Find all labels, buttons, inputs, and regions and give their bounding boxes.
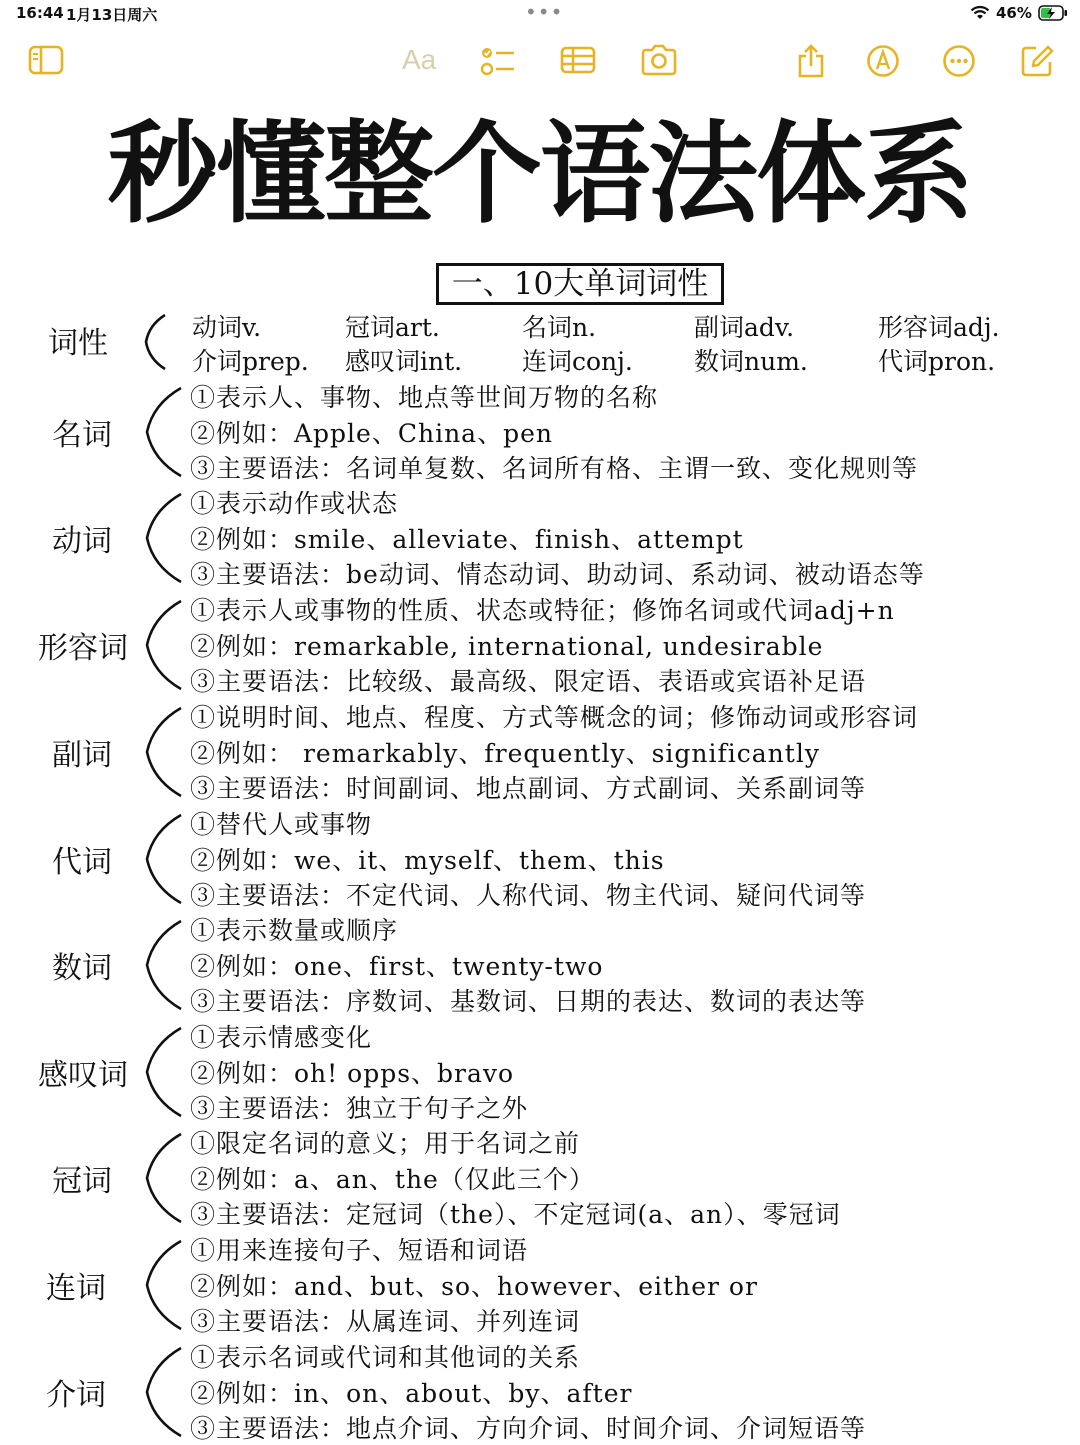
- note-line: ③主要语法：定冠词（the）、不定冠词(a、an）、零冠词: [190, 1200, 841, 1229]
- more-icon: [942, 44, 976, 78]
- category-label: 副词: [52, 738, 112, 773]
- status-date: 1月13日周六: [66, 6, 158, 24]
- note-line: ③主要语法：比较级、最高级、限定语、表语或宾语补足语: [190, 667, 867, 696]
- category-label: 代词: [52, 845, 112, 880]
- markup-button[interactable]: [866, 44, 900, 78]
- brace: [143, 492, 183, 584]
- part-of-speech-item: 副词adv.: [694, 313, 795, 342]
- note-line: ③主要语法：时间副词、地点副词、方式副词、关系副词等: [190, 774, 867, 803]
- brace: [143, 1346, 183, 1438]
- compose-button[interactable]: [1020, 44, 1054, 78]
- note-line: ①表示人或事物的性质、状态或特征；修饰名词或代词adj+n: [190, 596, 895, 625]
- note-line: ②例如：a、an、the（仅此三个）: [190, 1164, 595, 1194]
- battery-percent: 46%: [996, 4, 1032, 22]
- note-line: ③主要语法：序数词、基数词、日期的表达、数词的表达等: [190, 987, 867, 1016]
- table-icon: [560, 44, 596, 76]
- note-line: ①用来连接句子、短语和词语: [190, 1236, 529, 1265]
- brace: [143, 599, 183, 691]
- note-line: ①表示人、事物、地点等世间万物的名称: [190, 383, 659, 412]
- note-line: ②例如：oh! opps、bravo: [190, 1058, 515, 1088]
- note-line: ①表示动作或状态: [190, 489, 399, 518]
- camera-icon: [640, 44, 678, 76]
- note-line: ②例如：Apple、China、pen: [190, 418, 553, 448]
- category-label: 形容词: [38, 631, 128, 666]
- sidebar-icon: [28, 44, 64, 76]
- multitasking-dots-icon[interactable]: •••: [525, 0, 564, 24]
- part-of-speech-item: 冠词art.: [345, 313, 440, 342]
- note-line: ③主要语法：不定代词、人称代词、物主代词、疑问代词等: [190, 881, 867, 910]
- category-label: 名词: [52, 418, 112, 453]
- checklist-button[interactable]: [480, 44, 516, 78]
- compose-icon: [1020, 44, 1054, 78]
- table-button[interactable]: [560, 44, 596, 76]
- share-icon: [796, 44, 826, 78]
- format-text-button[interactable]: Aa: [402, 44, 437, 75]
- part-of-speech-item: 代词pron.: [878, 347, 996, 376]
- note-line: ①替代人或事物: [190, 810, 373, 839]
- checklist-icon: [480, 44, 516, 78]
- part-of-speech-item: 连词conj.: [522, 347, 633, 376]
- note-line: ②例如：and、but、so、however、either or: [190, 1271, 758, 1301]
- note-line: ②例如：one、first、twenty-two: [190, 951, 604, 981]
- brace: [143, 919, 183, 1011]
- markup-icon: [866, 44, 900, 78]
- category-label: 连词: [46, 1271, 106, 1306]
- brace: [143, 386, 183, 478]
- part-of-speech-item: 名词n.: [522, 313, 597, 342]
- note-line: ①限定名词的意义；用于名词之前: [190, 1129, 581, 1158]
- part-of-speech-item: 介词prep.: [192, 347, 309, 376]
- more-button[interactable]: [942, 44, 976, 78]
- part-of-speech-item: 数词num.: [694, 347, 808, 376]
- note-line: ②例如：in、on、about、by、after: [190, 1378, 633, 1408]
- status-bar: [0, 0, 1080, 28]
- category-label: 介词: [46, 1378, 106, 1413]
- category-label: 动词: [52, 524, 112, 559]
- category-label: 冠词: [52, 1164, 112, 1199]
- battery-charging-icon: [1038, 5, 1068, 21]
- note-line: ①说明时间、地点、程度、方式等概念的词；修饰动词或形容词: [190, 703, 919, 732]
- part-of-speech-item: 感叹词int.: [345, 347, 463, 376]
- note-title: 秒懂整个语法体系: [108, 110, 972, 238]
- category-label: 感叹词: [38, 1058, 128, 1093]
- brace: [143, 1239, 183, 1331]
- note-line: ①表示情感变化: [190, 1023, 373, 1052]
- part-of-speech-item: 形容词adj.: [878, 313, 1000, 342]
- brace: [143, 706, 183, 798]
- note-line: ③主要语法：独立于句子之外: [190, 1094, 529, 1123]
- note-line: ②例如：remarkable, international, undesirable: [190, 631, 824, 661]
- note-line: ③主要语法：从属连词、并列连词: [190, 1307, 581, 1336]
- category-label: 词性: [48, 326, 108, 361]
- note-line: ③主要语法：地点介词、方向介词、时间介词、介词短语等: [190, 1414, 867, 1443]
- note-line: ②例如：we、it、myself、them、this: [190, 845, 665, 875]
- brace: [143, 313, 167, 371]
- note-line: ②例如： remarkably、frequently、significantly: [190, 738, 820, 768]
- note-line: ③主要语法：be动词、情态动词、助动词、系动词、被动语态等: [190, 560, 925, 589]
- note-line: ②例如：smile、alleviate、finish、attempt: [190, 524, 744, 554]
- part-of-speech-item: 动词v.: [192, 313, 262, 342]
- note-line: ③主要语法：名词单复数、名词所有格、主谓一致、变化规则等: [190, 454, 919, 483]
- status-time: 16:44: [16, 4, 64, 22]
- brace: [143, 813, 183, 905]
- brace: [143, 1026, 183, 1118]
- sidebar-toggle-button[interactable]: [28, 44, 64, 76]
- note-line: ①表示名词或代词和其他词的关系: [190, 1343, 581, 1372]
- share-button[interactable]: [796, 44, 826, 78]
- camera-button[interactable]: [640, 44, 678, 76]
- brace: [143, 1132, 183, 1224]
- section-heading: 一、10大单词词性: [436, 263, 724, 305]
- note-line: ①表示数量或顺序: [190, 916, 399, 945]
- wifi-icon: [970, 5, 990, 21]
- category-label: 数词: [52, 951, 112, 986]
